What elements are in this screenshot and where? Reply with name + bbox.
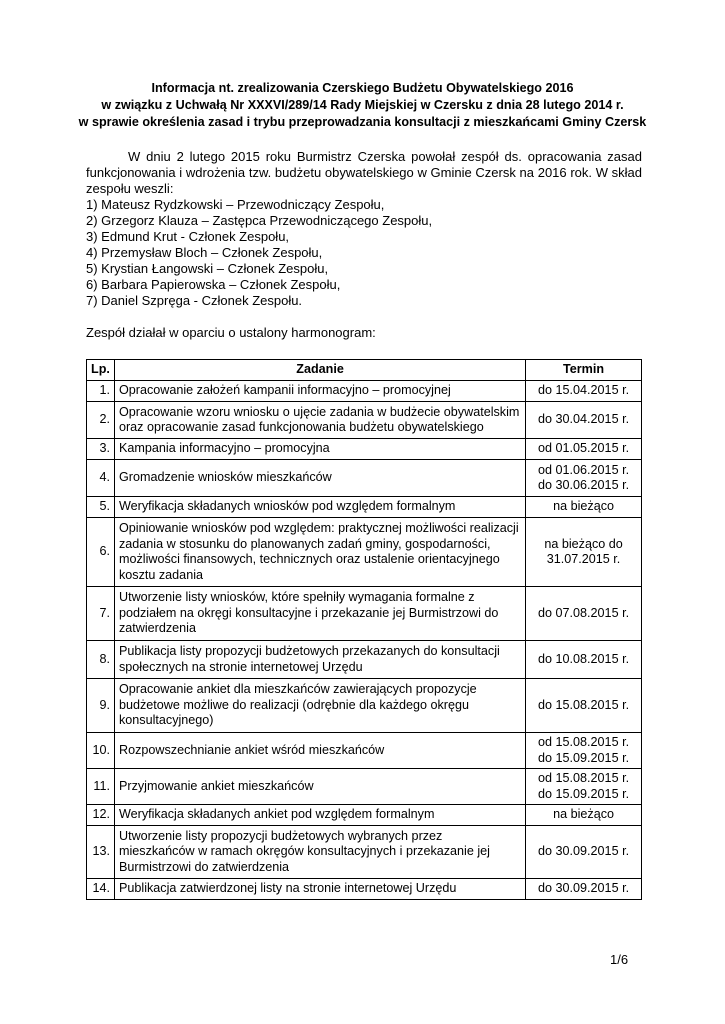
row-lp: 11.: [87, 769, 115, 805]
schedule-intro: Zespół działał w oparciu o ustalony harmonogram:: [86, 325, 376, 340]
row-term: od 01.06.2015 r. do 30.06.2015 r.: [526, 460, 642, 497]
list-item: 6) Barbara Papierowska – Członek Zespołu,: [86, 277, 341, 292]
row-term: na bieżąco: [526, 805, 642, 826]
list-item: 5) Krystian Łangowski – Członek Zespołu,: [86, 261, 329, 276]
row-lp: 6.: [87, 518, 115, 587]
table-row: [87, 679, 642, 733]
title-line-1: Informacja nt. zrealizowania Czerskiego Budżetu Obywatelskiego 2016: [151, 81, 574, 95]
row-task: Utworzenie listy propozycji budżetowych wybranych przez mieszkańców w ramach okręgów konsultacyjnych i przekazanie jej Burmistrzowi do zatwierdzenia: [114, 826, 525, 879]
table-row: [87, 518, 642, 587]
row-task: Opracowanie wzoru wniosku o ujęcie zadania w budżecie obywatelskim oraz opracowanie zasad funkcjonowania budżetu obywatelskiego: [114, 402, 525, 439]
header-term: Termin: [526, 360, 642, 381]
table-row: [87, 641, 642, 679]
row-term: do 10.08.2015 r.: [526, 641, 642, 679]
row-term: na bieżąco do 31.07.2015 r.: [526, 518, 642, 587]
row-lp: 8.: [87, 641, 115, 679]
row-task: Przyjmowanie ankiet mieszkańców: [114, 769, 525, 805]
row-lp: 1.: [87, 381, 115, 402]
row-lp: 5.: [87, 497, 115, 518]
table-row: [87, 497, 642, 518]
row-term: do 07.08.2015 r.: [526, 587, 642, 641]
row-term: do 30.09.2015 r.: [526, 826, 642, 879]
row-task: Gromadzenie wniosków mieszkańców: [114, 460, 525, 497]
row-task: Opracowanie ankiet dla mieszkańców zawierających propozycje budżetowe możliwe do realizacji (odrębnie dla każdego okręgu konsultacyjnego): [114, 679, 525, 733]
row-term: na bieżąco: [526, 497, 642, 518]
row-term: do 15.04.2015 r.: [526, 381, 642, 402]
row-lp: 7.: [87, 587, 115, 641]
header-task: Zadanie: [114, 360, 525, 381]
row-task: Kampania informacyjno – promocyjna: [114, 439, 525, 460]
title-line-2: w związku z Uchwałą Nr XXXVI/289/14 Rady Miejskiej w Czersku z dnia 28 lutego 2014 r.: [101, 98, 624, 112]
list-item: 7) Daniel Szpręga - Członek Zespołu.: [86, 293, 303, 308]
row-term: do 30.04.2015 r.: [526, 402, 642, 439]
row-lp: 13.: [87, 826, 115, 879]
row-term: od 15.08.2015 r. do 15.09.2015 r.: [526, 769, 642, 805]
row-task: Rozpowszechnianie ankiet wśród mieszkańców: [114, 733, 525, 769]
team-members-list: [86, 197, 642, 309]
intro-paragraph: W dniu 2 lutego 2015 roku Burmistrz Czerska powołał zespół ds. opracowania zasad funkcjonowania i wdrożenia tzw. budżetu obywatelskiego w Gminie Czersk na 2016 rok. W skład zespołu weszli:: [86, 149, 642, 196]
row-lp: 3.: [87, 439, 115, 460]
page-number: 1/6: [610, 952, 629, 967]
table-row: [87, 879, 642, 900]
row-task: Opiniowanie wniosków pod względem: praktycznej możliwości realizacji zadania w stosunku do planowanych zadań gminy, gospodarności, możliwości finansowych, technicznych oraz ustalenie orientacyjnego kosztu zadania: [114, 518, 525, 587]
row-task: Weryfikacja składanych wniosków pod względem formalnym: [114, 497, 525, 518]
table-header-row: [87, 360, 642, 381]
table-row: [87, 769, 642, 805]
row-term: od 15.08.2015 r. do 15.09.2015 r.: [526, 733, 642, 769]
schedule-table: [86, 359, 642, 900]
document-title: [60, 80, 665, 131]
list-item: 2) Grzegorz Klauza – Zastępca Przewodniczącego Zespołu,: [86, 213, 433, 228]
table-row: [87, 733, 642, 769]
row-lp: 9.: [87, 679, 115, 733]
row-task: Utworzenie listy wniosków, które spełniły wymagania formalne z podziałem na okręgi konsultacyjne i przekazanie jej Burmistrzowi do zatwierdzenia: [114, 587, 525, 641]
row-lp: 10.: [87, 733, 115, 769]
row-task: Publikacja zatwierdzonej listy na stronie internetowej Urzędu: [114, 879, 525, 900]
list-item: 1) Mateusz Rydzkowski – Przewodniczący Zespołu,: [86, 197, 385, 212]
title-line-3: w sprawie określenia zasad i trybu przeprowadzania konsultacji z mieszkańcami Gminy Czersk: [78, 115, 647, 129]
row-term: od 01.05.2015 r.: [526, 439, 642, 460]
row-lp: 12.: [87, 805, 115, 826]
table-row: [87, 381, 642, 402]
row-term: do 30.09.2015 r.: [526, 879, 642, 900]
row-lp: 2.: [87, 402, 115, 439]
row-term: do 15.08.2015 r.: [526, 679, 642, 733]
table-row: [87, 460, 642, 497]
table-row: [87, 439, 642, 460]
list-item: 3) Edmund Krut - Członek Zespołu,: [86, 229, 290, 244]
row-task: Publikacja listy propozycji budżetowych przekazanych do konsultacji społecznych na stronie internetowej Urzędu: [114, 641, 525, 679]
row-lp: 14.: [87, 879, 115, 900]
row-lp: 4.: [87, 460, 115, 497]
table-row: [87, 587, 642, 641]
table-row: [87, 805, 642, 826]
row-task: Opracowanie założeń kampanii informacyjno – promocyjnej: [114, 381, 525, 402]
header-lp: Lp.: [87, 360, 115, 381]
list-item: 4) Przemysław Bloch – Członek Zespołu,: [86, 245, 323, 260]
document-body: [86, 149, 642, 341]
table-row: [87, 826, 642, 879]
row-task: Weryfikacja składanych ankiet pod względem formalnym: [114, 805, 525, 826]
table-row: [87, 402, 642, 439]
